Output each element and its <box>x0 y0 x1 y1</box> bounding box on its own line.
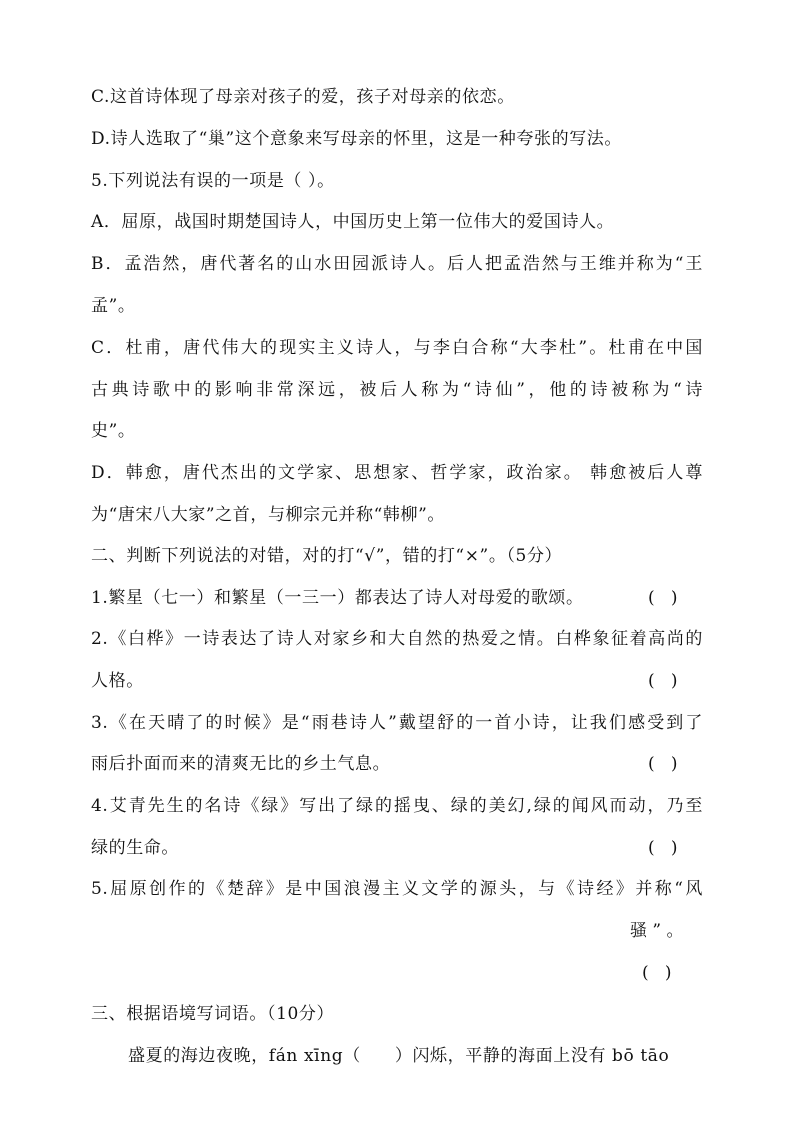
section3-passage-line1 <box>128 1045 703 1067</box>
judge-item-5-answer[interactable]: ( ) <box>642 963 672 983</box>
q5-option-d-line1: D．韩愈，唐代杰出的文学家、思想家、哲学家，政治家。 韩愈被后人尊 <box>91 463 703 483</box>
section3-passage-part2: ）闪烁，平静的海面上没有 bō tāo <box>394 1046 670 1066</box>
judge-item-1-line1: 1.繁星（七一）和繁星（一三一）都表达了诗人对母爱的歌颂。 <box>91 588 584 608</box>
q5-option-b-line1: B．孟浩然，唐代著名的山水田园派诗人。后人把孟浩然与王维并称为“王 <box>91 254 703 274</box>
q4-option-c: C.这首诗体现了母亲对孩子的爱，孩子对母亲的依恋。 <box>91 87 515 107</box>
judge-item-3-answer[interactable]: ( ) <box>648 754 678 774</box>
judge-item-5-line2: 骚 ” 。 <box>630 921 684 941</box>
q5-option-c-line2: 古典诗歌中的影响非常深远，被后人称为“诗仙”，他的诗被称为“诗 <box>91 380 703 400</box>
judge-item-3-line2: 雨后扑面而来的清爽无比的乡土气息。 <box>91 754 391 774</box>
judge-item-1-answer[interactable]: ( ) <box>648 588 678 608</box>
judge-item-4-answer[interactable]: ( ) <box>648 838 678 858</box>
q4-option-d: D.诗人选取了“巢”这个意象来写母亲的怀里，这是一种夸张的写法。 <box>91 129 623 149</box>
q5-option-c-line1: C．杜甫，唐代伟大的现实主义诗人，与李白合称“大李杜”。杜甫在中国 <box>91 338 703 358</box>
q5-option-a: A．屈原，战国时期楚国诗人，中国历史上第一位伟大的爱国诗人。 <box>91 212 615 232</box>
q5-option-c-line3: 史”。 <box>91 421 136 441</box>
judge-item-4-line2: 绿的生命。 <box>91 838 179 858</box>
judge-item-2-answer[interactable]: ( ) <box>648 671 678 691</box>
q5-option-b-line2: 孟”。 <box>91 296 136 316</box>
q5-stem: 5.下列说法有误的一项是（ ）。 <box>91 171 335 191</box>
judge-item-5-line1: 5.屈原创作的《楚辞》是中国浪漫主义文学的源头，与《诗经》并称“风 <box>91 879 703 899</box>
section2-heading: 二、判断下列说法的对错，对的打“√”，错的打“×”。（5分） <box>91 546 563 566</box>
judge-item-4-line1: 4.艾青先生的名诗《绿》写出了绿的摇曳、绿的美幻,绿的闻风而动，乃至 <box>91 796 703 816</box>
q5-option-d-line2: 为“唐宋八大家”之首，与柳宗元并称“韩柳”。 <box>91 505 445 525</box>
judge-item-3-line1: 3.《在天晴了的时候》是“雨巷诗人”戴望舒的一首小诗，让我们感受到了 <box>91 713 703 733</box>
judge-item-2-line1: 2.《白桦》一诗表达了诗人对家乡和大自然的热爱之情。白桦象征着高尚的 <box>91 629 703 649</box>
section3-passage-part1: 盛夏的海边夜晚，fán xīng（ <box>128 1046 361 1066</box>
section3-heading: 三、根据语境写词语。（10分） <box>91 1004 335 1024</box>
judge-item-2-line2: 人格。 <box>91 671 144 691</box>
